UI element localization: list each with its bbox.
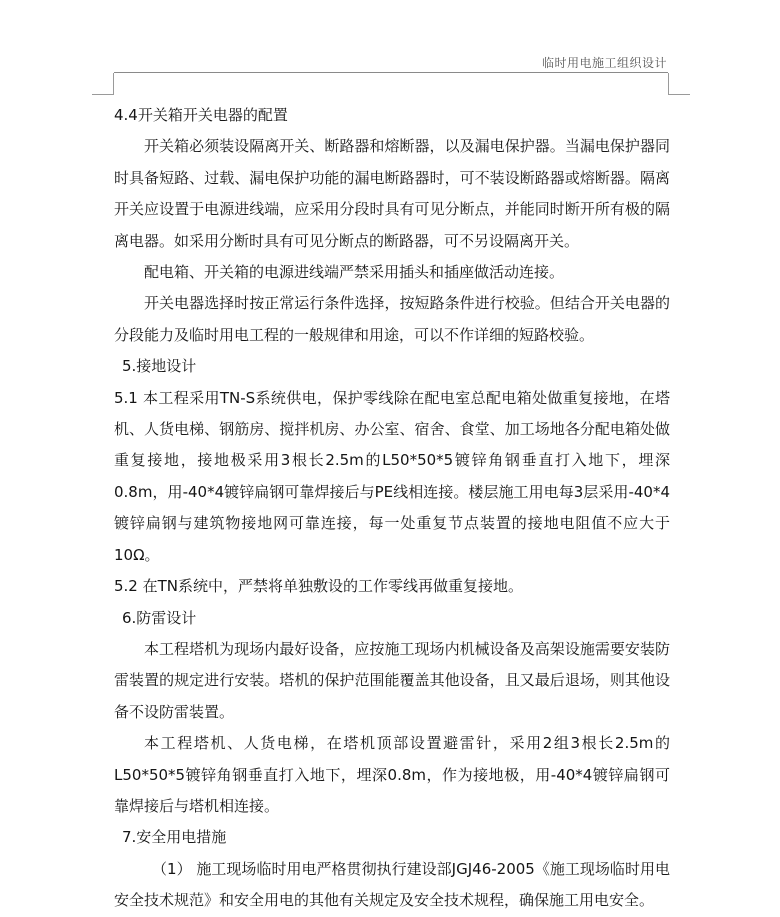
paragraph-7-1-safety: （1） 施工现场临时用电严格贯彻执行建设部JGJ46-2005《施工现场临时用电安全技术规范》和安全用电的其他有关规定及安全技术规程，确保施工用电安全。 (114, 859, 670, 910)
header-rule (114, 72, 668, 73)
section-6-heading: 6.防雷设计 (122, 608, 197, 627)
paragraph-5-2-tn-system: 5.2 在TN系统中，严禁将单独敷设的工作零线再做重复接地。 (114, 577, 524, 596)
crop-mark-right-vertical (668, 73, 669, 95)
paragraph-switch-box-devices: 开关箱必须装设隔离开关、断路器和熔断器，以及漏电保护器。当漏电保护器同时具备短路、过载、漏电保护功能的漏电断路器时，可不装设断路器或熔断器。隔离开关应设置于电源进线端，应采用分段时具有可见分断点，并能同时断开所有极的隔离电器。如采用分断时具有可见分断点的断路器，可不另设隔离开关。 (114, 137, 670, 250)
section-7-heading: 7.安全用电措施 (122, 828, 227, 847)
paragraph-switch-selection: 开关电器选择时按正常运行条件选择，按短路条件进行校验。但结合开关电器的分段能力及临时用电工程的一般规律和用途，可以不作详细的短路校验。 (114, 294, 670, 344)
paragraph-5-1-grounding: 5.1 本工程采用TN-S系统供电，保护零线除在配电室总配电箱处做重复接地，在塔机、人货电梯、钢筋房、搅拌机房、办公室、宿舍、食堂、加工场地各分配电箱处做重复接地，接地极采用3根长2.5m的L50*50*5镀锌角钢垂直打入地下，埋深0.8m，用-40*4镀锌扁钢可靠焊接后与PE线相连接。楼层施工用电每3层采用-40*4镀锌扁钢与建筑物接地网可靠连接，每一处重复节点装置的接地电阻值不应大于10Ω。 (114, 388, 670, 564)
section-4-4-heading: 4.4开关箱开关电器的配置 (114, 106, 288, 124)
paragraph-lightning-rod: 本工程塔机、人货电梯，在塔机顶部设置避雷针，采用2组3根长2.5m的L50*50*5镀锌角钢垂直打入地下，埋深0.8m，作为接地极，用-40*4镀锌扁钢可靠焊接后与塔机相连接。 (114, 734, 670, 815)
page-header-title: 临时用电施工组织设计 (541, 56, 667, 70)
paragraph-no-plug-connection: 配电箱、开关箱的电源进线端严禁采用插头和插座做活动连接。 (144, 263, 565, 282)
paragraph-tower-crane-lightning: 本工程塔机为现场内最好设备，应按施工现场内机械设备及高架设施需要安装防雷装置的规定进行安装。塔机的保护范围能覆盖其他设备，且又最后退场，则其他设备不设防雷装置。 (114, 639, 670, 721)
crop-mark-right-horizontal (668, 94, 690, 95)
crop-mark-left-horizontal (92, 94, 114, 95)
document-body (114, 100, 670, 917)
crop-mark-left-vertical (113, 73, 114, 95)
section-5-heading: 5.接地设计 (122, 357, 197, 376)
